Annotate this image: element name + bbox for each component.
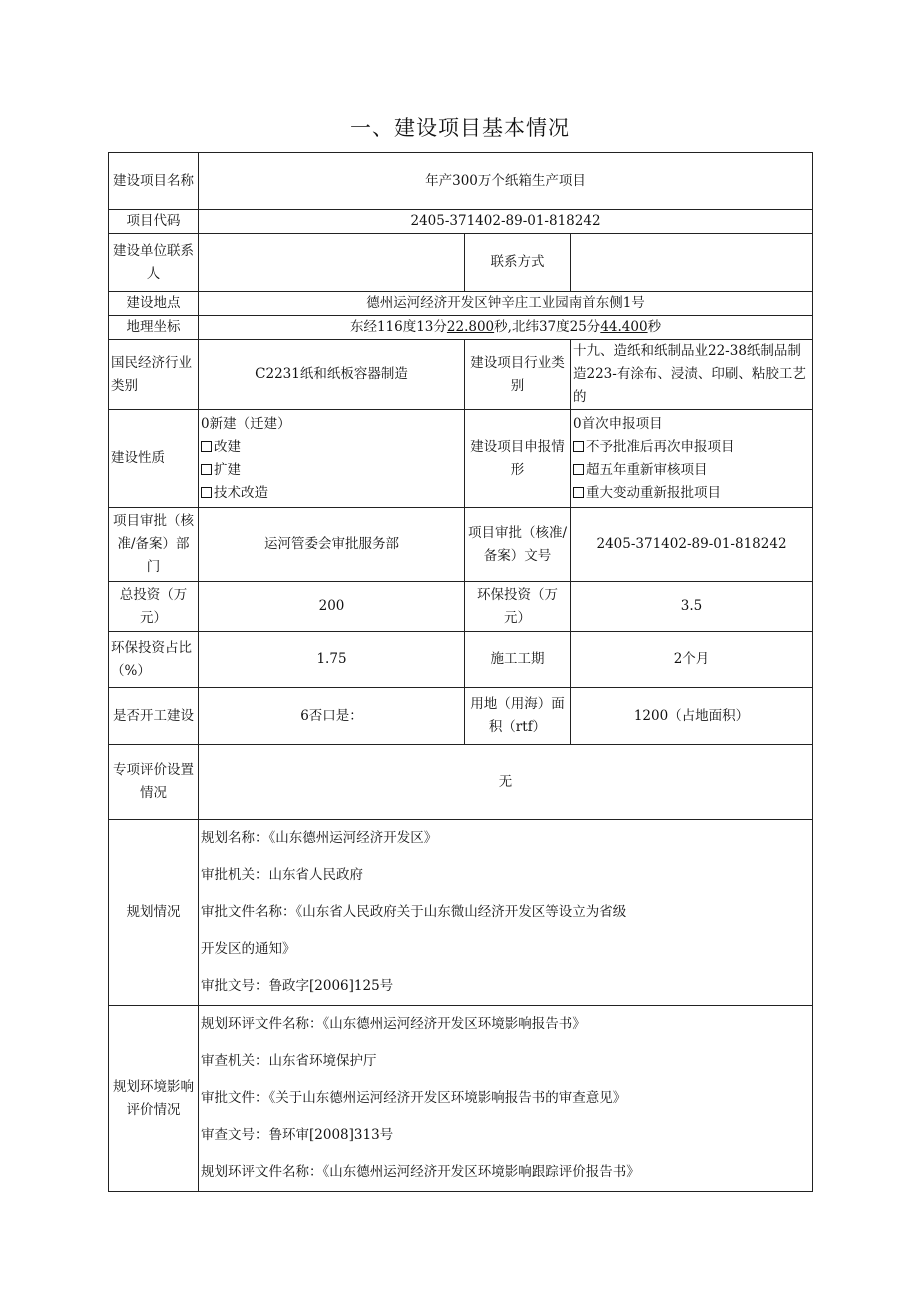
planning-line: 审批机关：山东省人民政府 — [201, 867, 363, 883]
construction-period-value: 2个月 — [571, 632, 813, 688]
env-ratio-value: 1.75 — [199, 632, 465, 688]
project-industry-value: 十九、造纸和纸制品业22-38纸制品制造223-有涂布、浸渍、印刷、粘胶工艺的 — [571, 340, 813, 410]
env-investment-value: 3.5 — [571, 582, 813, 632]
table-row — [109, 153, 813, 210]
longitude-seconds: 22.800 — [446, 319, 495, 335]
location-label: 建设地点 — [109, 292, 199, 316]
declare-options — [571, 410, 813, 508]
declare-option: 超五年重新审核项目 — [573, 459, 810, 482]
approval-dept-label: 项目审批（核准/备案）部门 — [109, 508, 199, 582]
table-row — [109, 1006, 813, 1192]
nature-option: 改建 — [201, 436, 462, 459]
nature-option: 技术改造 — [201, 482, 462, 505]
table-row — [109, 316, 813, 340]
nature-option: 0新建（迁建） — [201, 415, 291, 432]
planning-env-line: 规划环评文件名称：《山东德州运河经济开发区环境影响报告书》 — [201, 1016, 586, 1032]
nature-label: 建设性质 — [109, 410, 199, 508]
approval-doc-label: 项目审批（核准/备案）文号 — [465, 508, 571, 582]
declare-option: 不予批准后再次申报项目 — [573, 436, 810, 459]
project-name-value: 年产300万个纸箱生产项目 — [199, 153, 813, 210]
coords-value — [199, 316, 813, 340]
project-code-value: 2405-371402-89-01-818242 — [199, 210, 813, 234]
started-label: 是否开工建设 — [109, 688, 199, 745]
industry-value: C2231纸和纸板容器制造 — [199, 340, 465, 410]
planning-line: 规划名称：《山东德州运河经济开发区》 — [201, 830, 438, 846]
construction-period-label: 施工工期 — [465, 632, 571, 688]
table-row — [109, 234, 813, 292]
table-row — [109, 210, 813, 234]
nature-option: 扩建 — [201, 459, 462, 482]
declare-option: 0首次申报项目 — [573, 415, 663, 432]
contact-value — [199, 234, 465, 292]
land-area-value: 1200（占地面积） — [571, 688, 813, 745]
declare-label: 建设项目申报情形 — [465, 410, 571, 508]
table-row — [109, 632, 813, 688]
checkbox-icon — [573, 464, 584, 475]
checkbox-icon — [201, 464, 212, 475]
planning-env-line: 审查机关：山东省环境保护厅 — [201, 1053, 377, 1069]
env-investment-label: 环保投资（万元） — [465, 582, 571, 632]
table-row — [109, 820, 813, 1006]
special-eval-value: 无 — [199, 745, 813, 820]
coords-mid: 秒,北纬37度25分 — [494, 319, 601, 335]
planning-details — [199, 820, 813, 1006]
table-row — [109, 292, 813, 316]
table-row — [109, 745, 813, 820]
coords-label: 地理坐标 — [109, 316, 199, 340]
table-row — [109, 340, 813, 410]
nature-options — [199, 410, 465, 508]
approval-dept-value: 运河管委会审批服务部 — [199, 508, 465, 582]
special-eval-label: 专项评价设置情况 — [109, 745, 199, 820]
land-area-label: 用地（用海）面积（rtf） — [465, 688, 571, 745]
planning-env-label: 规划环境影响评价情况 — [109, 1006, 199, 1192]
table-row — [109, 410, 813, 508]
env-ratio-label: 环保投资占比（%） — [109, 632, 199, 688]
table-row — [109, 688, 813, 745]
checkbox-icon — [573, 441, 584, 452]
checkbox-icon — [201, 487, 212, 498]
investment-label: 总投资（万元） — [109, 582, 199, 632]
project-industry-label: 建设项目行业类别 — [465, 340, 571, 410]
checkbox-icon — [201, 441, 212, 452]
investment-value: 200 — [199, 582, 465, 632]
checkbox-icon — [573, 487, 584, 498]
planning-label: 规划情况 — [109, 820, 199, 1006]
project-info-table — [108, 152, 813, 1192]
project-name-label: 建设项目名称 — [109, 153, 199, 210]
planning-env-line: 审查文号：鲁环审[2008]313号 — [201, 1127, 394, 1143]
planning-env-line: 规划环评文件名称：《山东德州运河经济开发区环境影响跟踪评价报告书》 — [201, 1164, 640, 1180]
coords-prefix: 东经116度13分 — [349, 319, 447, 335]
contact-method-label: 联系方式 — [465, 234, 571, 292]
planning-env-line: 审批文件：《关于山东德州运河经济开发区环境影响报告书的审查意见》 — [201, 1090, 627, 1106]
industry-label: 国民经济行业类别 — [109, 340, 199, 410]
planning-line: 开发区的通知》 — [201, 941, 296, 957]
declare-option: 重大变动重新报批项目 — [573, 482, 810, 505]
approval-doc-value: 2405-371402-89-01-818242 — [571, 508, 813, 582]
table-row — [109, 582, 813, 632]
contact-method-value — [571, 234, 813, 292]
planning-line: 审批文件名称：《山东省人民政府关于山东微山经济开发区等设立为省级 — [201, 904, 627, 920]
planning-line: 审批文号：鲁政字[2006]125号 — [201, 978, 394, 994]
planning-env-details — [199, 1006, 813, 1192]
project-code-label: 项目代码 — [109, 210, 199, 234]
coords-suffix: 秒 — [647, 319, 662, 335]
table-row — [109, 508, 813, 582]
location-value: 德州运河经济开发区钟辛庄工业园南首东侧1号 — [199, 292, 813, 316]
page-title: 一、建设项目基本情况 — [350, 116, 570, 140]
latitude-seconds: 44.400 — [600, 319, 648, 335]
started-value: 6否口是： — [199, 688, 465, 745]
contact-label: 建设单位联系人 — [109, 234, 199, 292]
